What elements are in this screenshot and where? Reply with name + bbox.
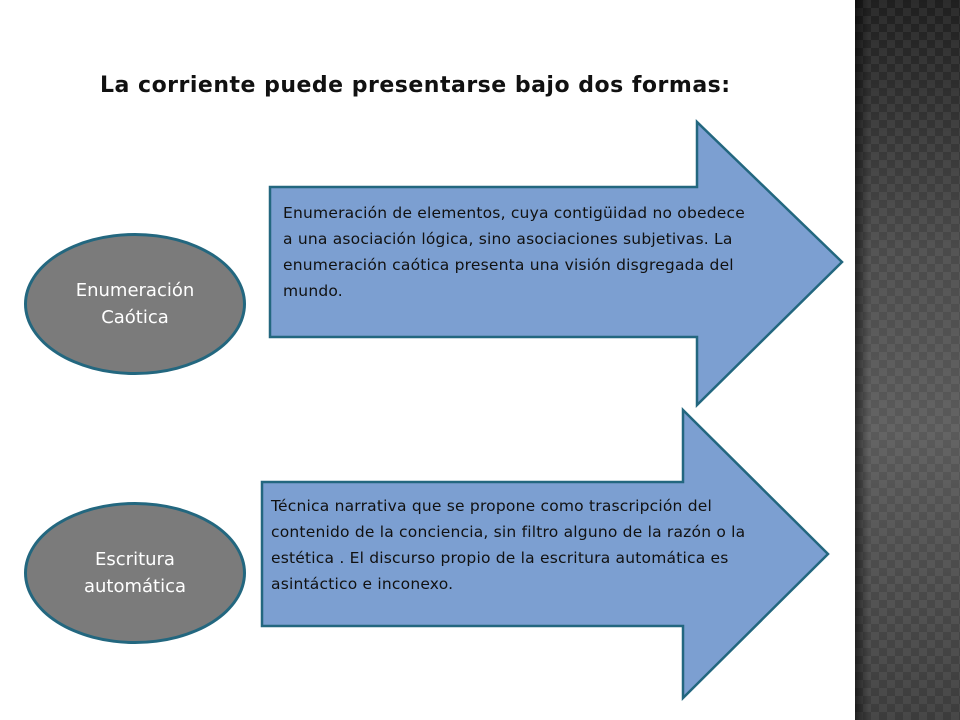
term-oval-escritura-automatica: [24, 502, 246, 644]
term-oval-enumeracion-caotica: [24, 233, 246, 375]
term-label: Enumeración Caótica: [75, 280, 195, 328]
arrow-description-1: Enumeración de elementos, cuya contigüidad no obedece a una asociación lógica, sino asociaciones subjetivas. La enumeración caótica presenta una visión disgregada del mundo.: [283, 204, 745, 300]
arrow-description-2: Técnica narrativa que se propone como trascripción del contenido de la conciencia, sin filtro alguno de la razón o la estética . El discurso propio de la escritura automática es asintáctico e inconexo.: [271, 497, 746, 593]
slide-heading: La corriente puede presentarse bajo dos formas:: [100, 73, 731, 98]
term-label: Escritura automática: [83, 549, 187, 597]
